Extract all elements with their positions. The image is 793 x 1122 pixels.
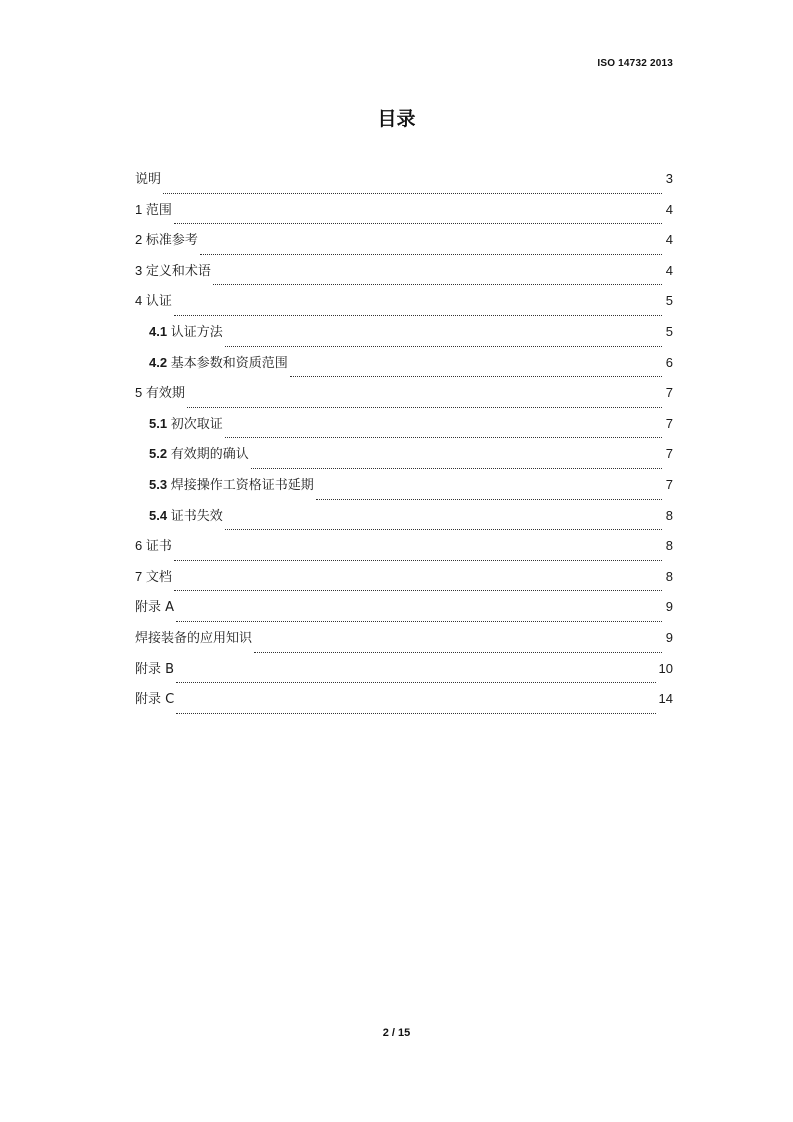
table-of-contents — [135, 169, 673, 720]
toc-entry-label: 附录 B — [135, 661, 175, 677]
toc-entry-label: 文档 — [145, 569, 172, 585]
toc-entry-page: 8 — [665, 538, 673, 554]
toc-entry[interactable] — [135, 200, 673, 231]
toc-entry[interactable] — [135, 597, 673, 628]
toc-entry-page: 8 — [665, 568, 673, 584]
toc-entry-label: 焊接操作工资格证书延期 — [170, 477, 314, 493]
toc-entry-label: 标准参考 — [145, 233, 198, 249]
toc-entry[interactable] — [135, 628, 673, 659]
toc-dot-leader — [225, 528, 662, 530]
toc-dot-leader — [290, 375, 662, 377]
toc-entry-page: 5 — [665, 323, 673, 339]
toc-entry-page: 14 — [658, 691, 673, 707]
toc-entry[interactable] — [135, 444, 673, 475]
toc-entry-label: 附录 A — [135, 600, 175, 616]
toc-entry-page: 4 — [665, 232, 673, 248]
toc-entry[interactable] — [135, 689, 673, 720]
toc-dot-leader — [316, 498, 662, 500]
toc-dot-leader — [200, 253, 662, 255]
toc-entry-label: 有效期 — [145, 386, 185, 402]
toc-entry-label: 焊接装备的应用知识 — [135, 630, 253, 646]
page-title: 目录 — [377, 108, 416, 130]
toc-entry-page: 9 — [665, 629, 673, 645]
toc-entry-page: 7 — [665, 446, 673, 462]
toc-dot-leader — [213, 283, 662, 285]
toc-entry-page: 5 — [665, 293, 673, 309]
toc-dot-leader — [225, 436, 662, 438]
toc-entry-number: 5.3 — [149, 476, 171, 492]
toc-entry-page: 6 — [665, 354, 673, 370]
toc-entry[interactable] — [135, 169, 673, 200]
toc-dot-leader — [174, 589, 662, 591]
toc-dot-leader — [254, 651, 662, 653]
toc-entry-number: 5 — [135, 385, 146, 401]
toc-entry-label: 认证方法 — [170, 324, 223, 340]
toc-entry-page: 8 — [665, 507, 673, 523]
toc-entry[interactable] — [135, 659, 673, 690]
document-id: ISO 14732 2013 — [597, 58, 673, 69]
toc-dot-leader — [176, 712, 655, 714]
toc-entry[interactable] — [135, 475, 673, 506]
toc-dot-leader — [176, 681, 655, 683]
toc-dot-leader — [174, 222, 662, 224]
toc-entry[interactable] — [135, 291, 673, 322]
toc-entry[interactable] — [135, 506, 673, 537]
toc-entry-number: 5.1 — [149, 415, 171, 431]
toc-entry[interactable] — [135, 567, 673, 598]
toc-entry-label: 初次取证 — [170, 416, 223, 432]
toc-entry-page: 4 — [665, 262, 673, 278]
toc-entry[interactable] — [135, 536, 673, 567]
toc-dot-leader — [176, 620, 662, 622]
toc-dot-leader — [174, 559, 662, 561]
toc-entry-label: 附录 C — [135, 692, 175, 708]
toc-dot-leader — [163, 192, 662, 194]
toc-entry-label: 证书 — [145, 539, 172, 555]
toc-entry-label: 范围 — [145, 202, 172, 218]
toc-entry-label: 有效期的确认 — [170, 447, 249, 463]
toc-entry-number: 5.2 — [149, 446, 171, 462]
toc-entry-label: 定义和术语 — [145, 263, 211, 279]
toc-entry[interactable] — [135, 230, 673, 261]
toc-entry-page: 3 — [665, 171, 673, 186]
toc-entry-number: 1 — [135, 201, 146, 217]
toc-entry-label: 基本参数和资质范围 — [170, 355, 288, 371]
toc-entry-label: 认证 — [145, 294, 172, 310]
toc-entry-page: 7 — [665, 385, 673, 401]
toc-entry-number: 2 — [135, 232, 146, 248]
toc-entry-number: 5.4 — [149, 507, 171, 523]
toc-entry-label: 证书失效 — [170, 508, 223, 524]
toc-entry-number: 4.1 — [149, 323, 171, 339]
toc-dot-leader — [174, 314, 662, 316]
toc-dot-leader — [187, 406, 662, 408]
toc-entry[interactable] — [135, 353, 673, 384]
toc-entry-label: 说明 — [135, 172, 162, 187]
toc-entry-number: 6 — [135, 538, 146, 554]
toc-entry-page: 4 — [665, 201, 673, 217]
toc-entry-number: 3 — [135, 262, 146, 278]
toc-entry-page: 9 — [665, 599, 673, 615]
toc-dot-leader — [225, 345, 662, 347]
toc-entry-page: 7 — [665, 476, 673, 492]
toc-dot-leader — [251, 467, 662, 469]
toc-entry-number: 7 — [135, 568, 146, 584]
toc-entry[interactable] — [135, 383, 673, 414]
toc-entry[interactable] — [135, 322, 673, 353]
toc-entry-number: 4 — [135, 293, 146, 309]
toc-entry[interactable] — [135, 261, 673, 292]
page-number: 2 / 15 — [382, 1027, 411, 1039]
toc-entry[interactable] — [135, 414, 673, 445]
toc-entry-number: 4.2 — [149, 354, 171, 370]
toc-entry-page: 10 — [658, 660, 673, 676]
toc-entry-page: 7 — [665, 415, 673, 431]
